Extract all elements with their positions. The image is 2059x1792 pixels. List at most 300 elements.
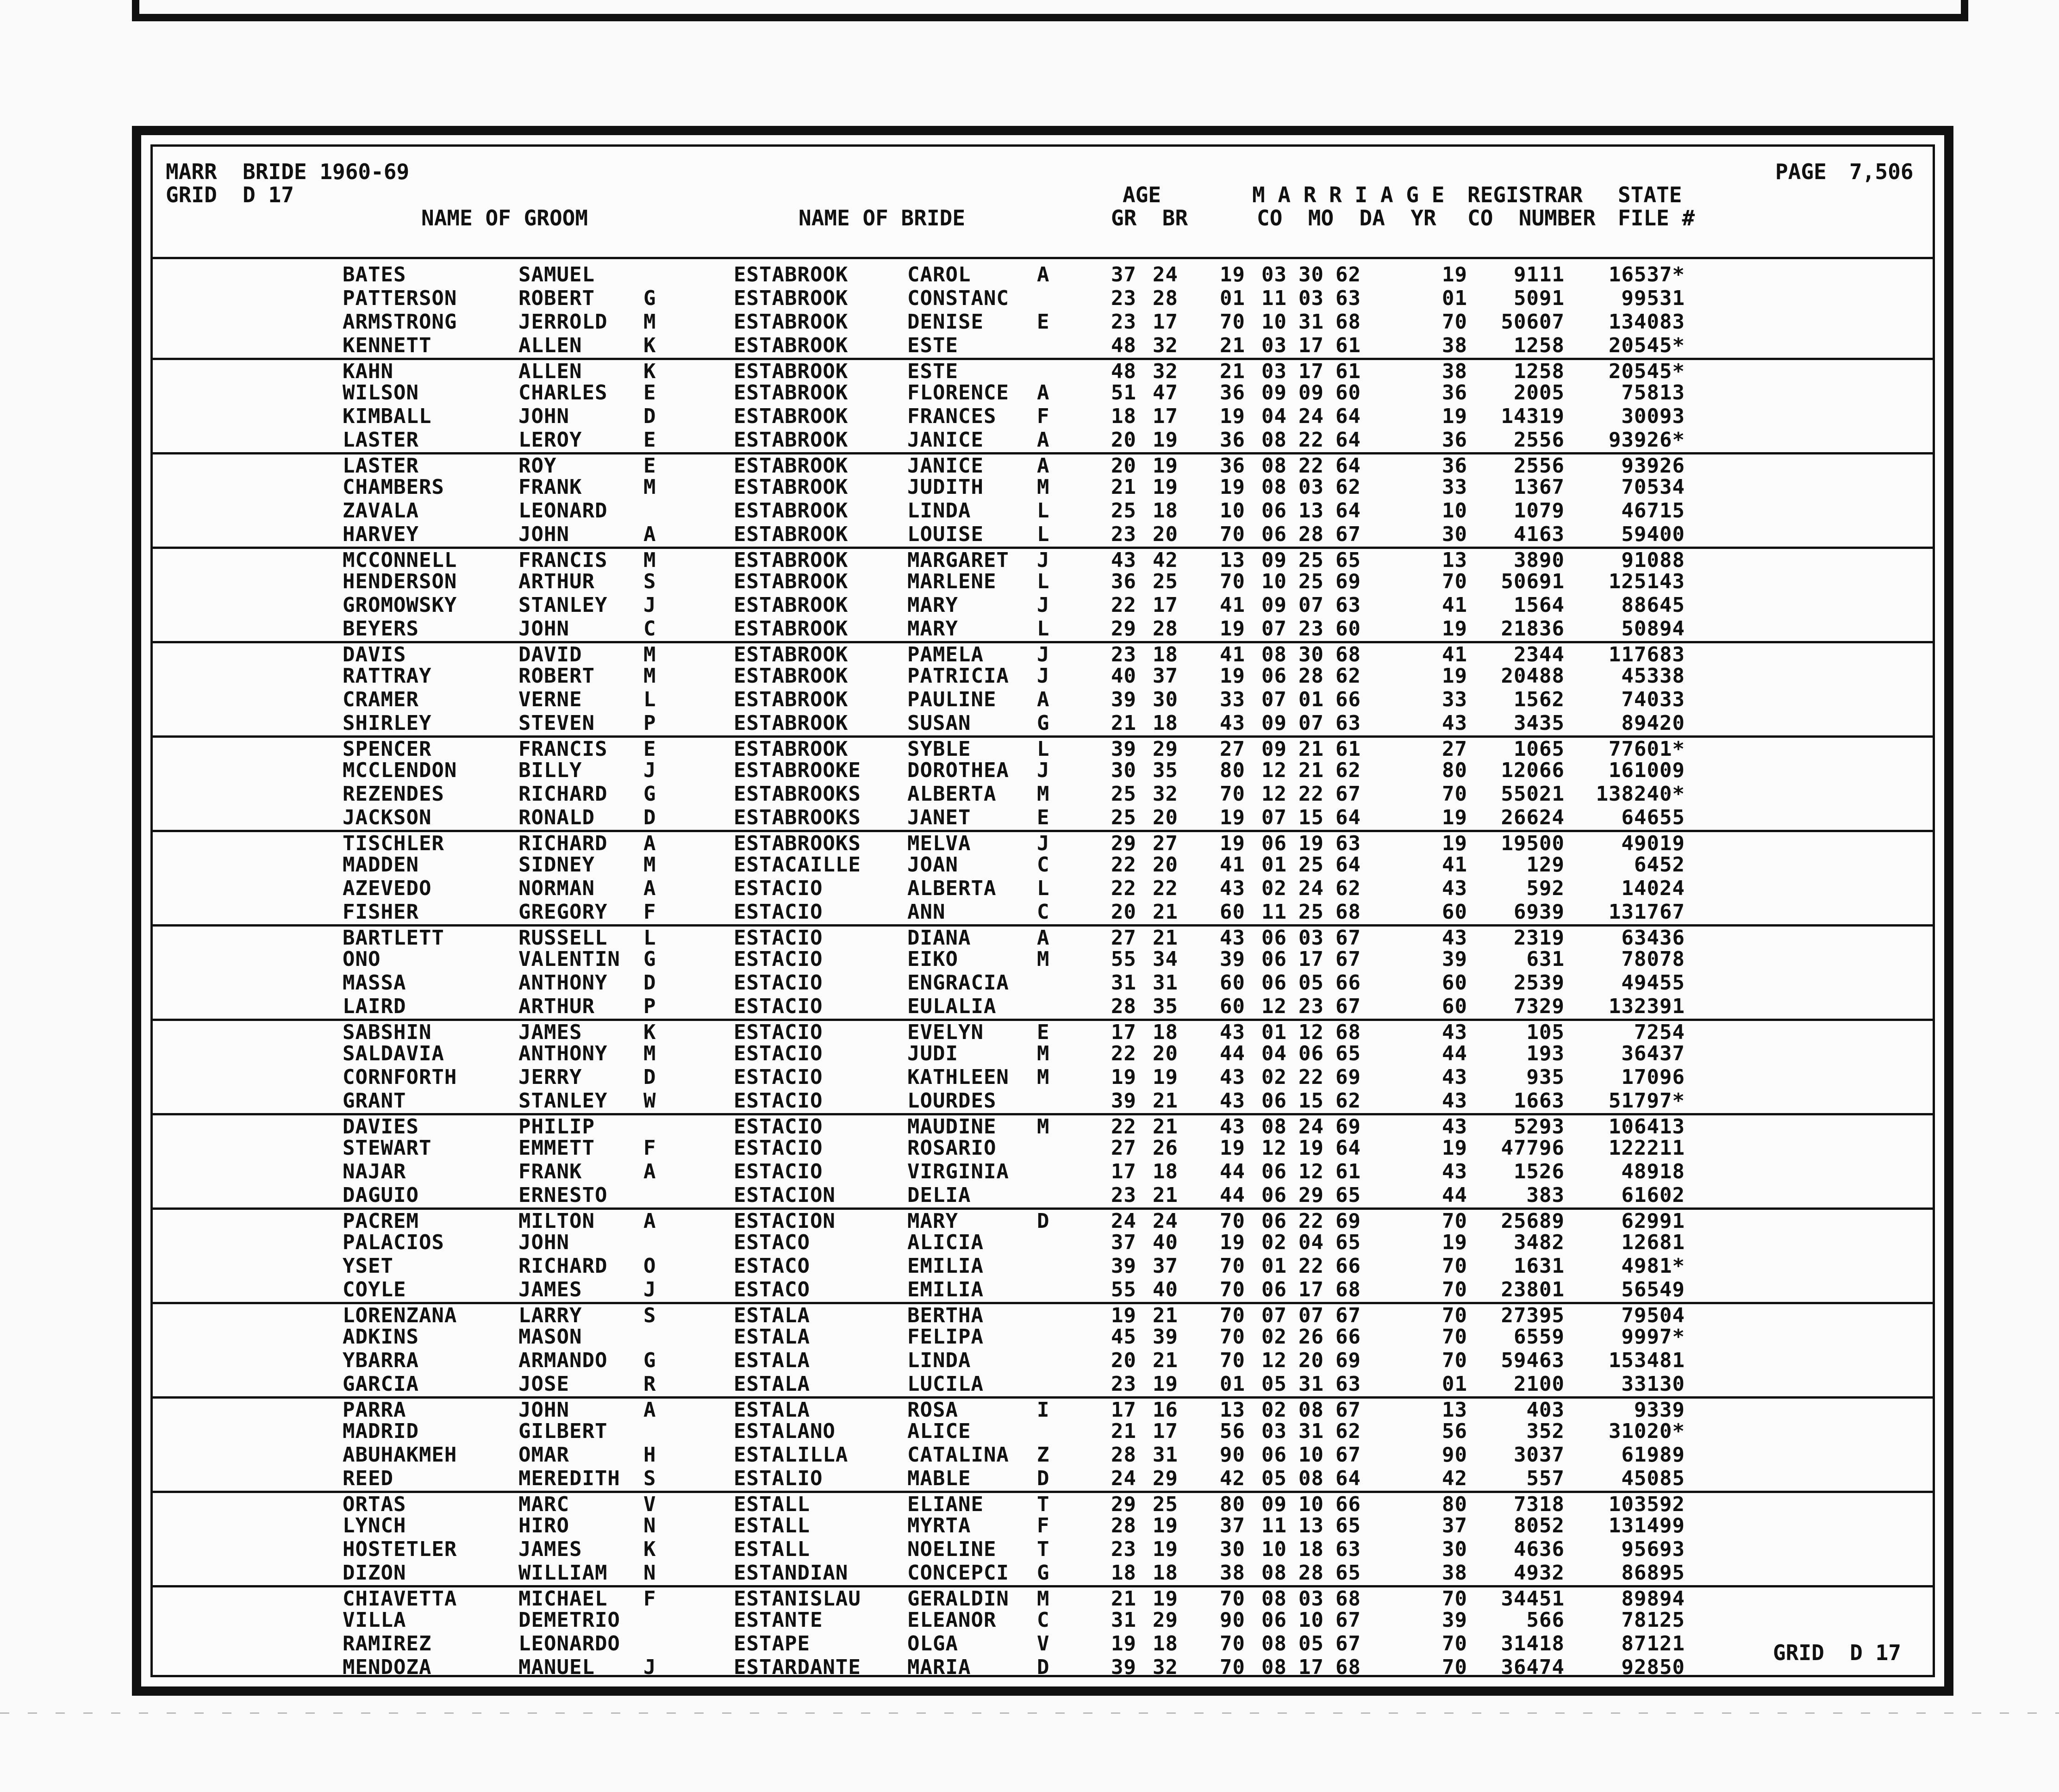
bride-age: 18 bbox=[1153, 499, 1178, 523]
groom-surname: MCCLENDON bbox=[343, 759, 457, 782]
bride-given: CONSTANC bbox=[907, 286, 1009, 310]
bride-surname: ESTALILLA bbox=[734, 1443, 849, 1467]
groom-surname: LASTER bbox=[343, 454, 419, 478]
marriage-year: 63 bbox=[1335, 593, 1361, 617]
marriage-county: 19 bbox=[1220, 832, 1245, 855]
bride-given: MARY bbox=[907, 1209, 958, 1233]
state-file-number: 45085 bbox=[1621, 1467, 1685, 1490]
groom-initial: G bbox=[643, 782, 656, 806]
marriage-year: 68 bbox=[1335, 1587, 1361, 1611]
groom-surname: SHIRLEY bbox=[343, 711, 432, 735]
registrar-number: 4932 bbox=[1514, 1561, 1565, 1585]
bride-surname: ESTALANO bbox=[734, 1419, 836, 1443]
groom-surname: PATTERSON bbox=[343, 286, 457, 310]
groom-surname: BEYERS bbox=[343, 617, 419, 641]
groom-age: 21 bbox=[1111, 711, 1136, 735]
state-subheader: FILE # bbox=[1618, 205, 1695, 230]
bride-given: JOAN bbox=[907, 853, 958, 877]
groom-surname: GROMOWSKY bbox=[343, 593, 457, 617]
marriage-county: 44 bbox=[1220, 1183, 1245, 1207]
bride-initial: F bbox=[1037, 404, 1050, 428]
marriage-subheader: CO MO DA YR bbox=[1257, 205, 1436, 230]
marriage-month: 06 bbox=[1261, 664, 1287, 688]
groom-surname: LYNCH bbox=[343, 1514, 406, 1537]
bride-age: 28 bbox=[1153, 617, 1178, 641]
table-row bbox=[153, 594, 1933, 617]
bride-surname: ESTABROOK bbox=[734, 664, 849, 688]
marriage-day: 23 bbox=[1298, 617, 1324, 641]
table-row bbox=[153, 1585, 1933, 1609]
bride-age: 17 bbox=[1153, 593, 1178, 617]
state-file-number: 87121 bbox=[1621, 1632, 1685, 1655]
registrar-number: 2556 bbox=[1514, 454, 1565, 478]
table-row bbox=[153, 523, 1933, 547]
registrar-county: 70 bbox=[1442, 570, 1467, 593]
bride-surname: ESTABROOK bbox=[734, 548, 849, 572]
marriage-year: 66 bbox=[1335, 688, 1361, 711]
marriage-county: 80 bbox=[1220, 759, 1245, 782]
marriage-county: 43 bbox=[1220, 877, 1245, 900]
marriage-month: 06 bbox=[1261, 971, 1287, 995]
registrar-county: 36 bbox=[1442, 428, 1467, 452]
registrar-number: 631 bbox=[1526, 947, 1565, 971]
groom-surname: PARRA bbox=[343, 1398, 406, 1422]
marriage-day: 07 bbox=[1298, 1304, 1324, 1327]
groom-surname: LORENZANA bbox=[343, 1304, 457, 1327]
bride-given: EMILIA bbox=[907, 1278, 984, 1301]
groom-initial: L bbox=[643, 688, 656, 711]
groom-initial: K bbox=[643, 360, 656, 383]
table-row bbox=[153, 759, 1933, 783]
state-file-number: 17096 bbox=[1621, 1065, 1685, 1089]
bride-surname: ESTABROOK bbox=[734, 711, 849, 735]
bride-given: ALICIA bbox=[907, 1231, 984, 1254]
marriage-year: 65 bbox=[1335, 1514, 1361, 1537]
table-row bbox=[153, 405, 1933, 429]
marriage-year: 67 bbox=[1335, 1608, 1361, 1632]
table-row bbox=[153, 853, 1933, 877]
bride-age: 16 bbox=[1153, 1398, 1178, 1422]
registrar-county: 33 bbox=[1442, 688, 1467, 711]
groom-surname: BARTLETT bbox=[343, 926, 444, 950]
bride-surname: ESTACIO bbox=[734, 1042, 823, 1065]
groom-age: 17 bbox=[1111, 1020, 1136, 1044]
marriage-month: 02 bbox=[1261, 1398, 1287, 1422]
groom-given: MASON bbox=[518, 1325, 582, 1349]
state-file-number: 92850 bbox=[1621, 1655, 1685, 1679]
registrar-county: 01 bbox=[1442, 1372, 1467, 1396]
marriage-year: 64 bbox=[1335, 853, 1361, 877]
bride-surname: ESTALIO bbox=[734, 1467, 823, 1490]
marriage-year: 63 bbox=[1335, 1372, 1361, 1396]
groom-given: JERROLD bbox=[518, 310, 608, 334]
registrar-number: 2005 bbox=[1514, 381, 1565, 404]
groom-surname: DAGUIO bbox=[343, 1183, 419, 1207]
bride-surname: ESTALL bbox=[734, 1493, 810, 1516]
marriage-county: 70 bbox=[1220, 523, 1245, 546]
groom-given: JOSE bbox=[518, 1372, 569, 1396]
groom-surname: HENDERSON bbox=[343, 570, 457, 593]
marriage-year: 67 bbox=[1335, 947, 1361, 971]
marriage-header: M A R R I A G E bbox=[1252, 182, 1445, 207]
groom-surname: CHAMBERS bbox=[343, 475, 444, 499]
groom-surname: KENNETT bbox=[343, 334, 432, 357]
table-row bbox=[153, 688, 1933, 712]
groom-surname: PACREM bbox=[343, 1209, 419, 1233]
state-file-number: 95693 bbox=[1621, 1537, 1685, 1561]
registrar-number: 20488 bbox=[1501, 664, 1565, 688]
table-row bbox=[153, 641, 1933, 665]
bride-surname: ESTANISLAU bbox=[734, 1587, 861, 1611]
groom-initial: M bbox=[643, 664, 656, 688]
bride-age: 32 bbox=[1153, 360, 1178, 383]
table-row bbox=[153, 1538, 1933, 1562]
bride-given: MARY bbox=[907, 617, 958, 641]
groom-surname: MCCONNELL bbox=[343, 548, 457, 572]
groom-surname: GRANT bbox=[343, 1089, 406, 1113]
bride-surname: ESTALA bbox=[734, 1372, 810, 1396]
marriage-county: 70 bbox=[1220, 570, 1245, 593]
registrar-county: 41 bbox=[1442, 643, 1467, 666]
bride-initial: D bbox=[1037, 1655, 1050, 1679]
registrar-county: 43 bbox=[1442, 877, 1467, 900]
marriage-month: 06 bbox=[1261, 1608, 1287, 1632]
marriage-year: 62 bbox=[1335, 664, 1361, 688]
marriage-year: 68 bbox=[1335, 1655, 1361, 1679]
bride-given: SYBLE bbox=[907, 737, 971, 761]
registrar-number: 1065 bbox=[1514, 737, 1565, 761]
marriage-year: 68 bbox=[1335, 643, 1361, 666]
bride-age: 32 bbox=[1153, 334, 1178, 357]
registrar-county: 38 bbox=[1442, 1561, 1467, 1585]
registrar-number: 1526 bbox=[1514, 1160, 1565, 1183]
marriage-month: 06 bbox=[1261, 499, 1287, 523]
marriage-county: 43 bbox=[1220, 1020, 1245, 1044]
registrar-county: 70 bbox=[1442, 1587, 1467, 1611]
bride-given: JANET bbox=[907, 806, 971, 829]
state-file-number: 79504 bbox=[1621, 1304, 1685, 1327]
groom-given: RICHARD bbox=[518, 832, 608, 855]
registrar-county: 44 bbox=[1442, 1183, 1467, 1207]
bride-surname: ESTACIO bbox=[734, 1089, 823, 1113]
bride-initial: M bbox=[1037, 1042, 1050, 1065]
top-border bbox=[132, 0, 1968, 21]
bride-initial: C bbox=[1037, 853, 1050, 877]
bride-given: PAMELA bbox=[907, 643, 984, 666]
registrar-county: 38 bbox=[1442, 360, 1467, 383]
registrar-county: 70 bbox=[1442, 1278, 1467, 1301]
groom-given: HIRO bbox=[518, 1514, 569, 1537]
groom-age: 25 bbox=[1111, 499, 1136, 523]
state-file-number: 131767 bbox=[1609, 900, 1685, 924]
table-row bbox=[153, 1491, 1933, 1514]
marriage-year: 68 bbox=[1335, 900, 1361, 924]
registrar-county: 13 bbox=[1442, 1398, 1467, 1422]
groom-age: 20 bbox=[1111, 428, 1136, 452]
marriage-day: 31 bbox=[1298, 1419, 1324, 1443]
groom-given: JOHN bbox=[518, 1231, 569, 1254]
state-file-number: 14024 bbox=[1621, 877, 1685, 900]
marriage-month: 08 bbox=[1261, 1632, 1287, 1655]
bride-given: MELVA bbox=[907, 832, 971, 855]
marriage-year: 63 bbox=[1335, 1537, 1361, 1561]
groom-surname: TISCHLER bbox=[343, 832, 444, 855]
bride-given: MARY bbox=[907, 593, 958, 617]
marriage-county: 19 bbox=[1220, 263, 1245, 286]
groom-age: 23 bbox=[1111, 1537, 1136, 1561]
groom-given: BILLY bbox=[518, 759, 582, 782]
bride-surname: ESTABROOK bbox=[734, 737, 849, 761]
marriage-year: 62 bbox=[1335, 1089, 1361, 1113]
header-title: MARR BRIDE 1960-69 bbox=[166, 159, 410, 184]
groom-surname: VILLA bbox=[343, 1608, 406, 1632]
table-row bbox=[153, 1396, 1933, 1420]
groom-surname: GARCIA bbox=[343, 1372, 419, 1396]
bride-surname: ESTALA bbox=[734, 1304, 810, 1327]
marriage-year: 61 bbox=[1335, 1160, 1361, 1183]
groom-age: 22 bbox=[1111, 1115, 1136, 1139]
bride-given: DELIA bbox=[907, 1183, 971, 1207]
table-row bbox=[153, 311, 1933, 334]
groom-initial: M bbox=[643, 853, 656, 877]
marriage-county: 70 bbox=[1220, 1325, 1245, 1349]
table-row bbox=[153, 381, 1933, 405]
groom-surname: SPENCER bbox=[343, 737, 432, 761]
bride-given: JANICE bbox=[907, 428, 984, 452]
registrar-number: 9111 bbox=[1514, 263, 1565, 286]
bride-initial: G bbox=[1037, 1561, 1050, 1585]
bride-surname: ESTABROOK bbox=[734, 334, 849, 357]
groom-surname: LASTER bbox=[343, 428, 419, 452]
marriage-day: 30 bbox=[1298, 643, 1324, 666]
bride-age: 18 bbox=[1153, 1160, 1178, 1183]
bride-surname: ESTABROOK bbox=[734, 360, 849, 383]
groom-surname: STEWART bbox=[343, 1136, 432, 1160]
groom-initial: S bbox=[643, 570, 656, 593]
registrar-number: 5293 bbox=[1514, 1115, 1565, 1139]
age-header: AGE bbox=[1123, 182, 1161, 207]
groom-surname: DAVIES bbox=[343, 1115, 419, 1139]
registrar-number: 1663 bbox=[1514, 1089, 1565, 1113]
marriage-day: 08 bbox=[1298, 1398, 1324, 1422]
groom-given: VERNE bbox=[518, 688, 582, 711]
marriage-year: 63 bbox=[1335, 286, 1361, 310]
bride-age: 21 bbox=[1153, 900, 1178, 924]
registrar-number: 7329 bbox=[1514, 995, 1565, 1018]
registrar-number: 34451 bbox=[1501, 1587, 1565, 1611]
marriage-year: 64 bbox=[1335, 404, 1361, 428]
marriage-county: 41 bbox=[1220, 643, 1245, 666]
table-row bbox=[153, 1231, 1933, 1255]
groom-given: LEONARD bbox=[518, 499, 608, 523]
state-file-number: 125143 bbox=[1609, 570, 1685, 593]
bride-surname: ESTALA bbox=[734, 1349, 810, 1372]
bride-given: EIKO bbox=[907, 947, 958, 971]
marriage-day: 07 bbox=[1298, 593, 1324, 617]
marriage-month: 02 bbox=[1261, 1231, 1287, 1254]
groom-initial: J bbox=[643, 1655, 656, 1679]
groom-initial: P bbox=[643, 995, 656, 1018]
groom-age: 39 bbox=[1111, 1655, 1136, 1679]
registrar-number: 59463 bbox=[1501, 1349, 1565, 1372]
table-row bbox=[153, 971, 1933, 995]
groom-given: ROBERT bbox=[518, 664, 595, 688]
marriage-day: 12 bbox=[1298, 1020, 1324, 1044]
bride-age: 17 bbox=[1153, 404, 1178, 428]
state-file-number: 78078 bbox=[1621, 947, 1685, 971]
registrar-header: REGISTRAR bbox=[1467, 182, 1583, 207]
bride-age: 21 bbox=[1153, 926, 1178, 950]
table-row bbox=[153, 1514, 1933, 1538]
groom-age: 40 bbox=[1111, 664, 1136, 688]
table-row bbox=[153, 1632, 1933, 1656]
state-file-number: 93926 bbox=[1621, 454, 1685, 478]
groom-given: JERRY bbox=[518, 1065, 582, 1089]
marriage-month: 11 bbox=[1261, 286, 1287, 310]
groom-given: ERNESTO bbox=[518, 1183, 608, 1207]
bride-given: ESTE bbox=[907, 334, 958, 357]
marriage-day: 12 bbox=[1298, 1160, 1324, 1183]
state-file-number: 59400 bbox=[1621, 523, 1685, 546]
registrar-number: 50691 bbox=[1501, 570, 1565, 593]
marriage-year: 65 bbox=[1335, 1042, 1361, 1065]
registrar-county: 70 bbox=[1442, 1632, 1467, 1655]
marriage-month: 12 bbox=[1261, 1136, 1287, 1160]
bride-age: 21 bbox=[1153, 1089, 1178, 1113]
groom-given: CHARLES bbox=[518, 381, 608, 404]
bride-initial: L bbox=[1037, 570, 1050, 593]
bride-age: 32 bbox=[1153, 1655, 1178, 1679]
table-row bbox=[153, 1656, 1933, 1680]
groom-given: EMMETT bbox=[518, 1136, 595, 1160]
groom-age: 39 bbox=[1111, 1254, 1136, 1278]
table-row bbox=[153, 735, 1933, 759]
marriage-county: 70 bbox=[1220, 1278, 1245, 1301]
registrar-number: 2539 bbox=[1514, 971, 1565, 995]
groom-age: 22 bbox=[1111, 853, 1136, 877]
marriage-month: 01 bbox=[1261, 853, 1287, 877]
groom-surname: KIMBALL bbox=[343, 404, 432, 428]
bride-age: 20 bbox=[1153, 806, 1178, 829]
registrar-number: 5091 bbox=[1514, 286, 1565, 310]
groom-age: 28 bbox=[1111, 1514, 1136, 1537]
bride-initial: L bbox=[1037, 877, 1050, 900]
state-file-number: 7254 bbox=[1634, 1020, 1685, 1044]
bride-age: 18 bbox=[1153, 1561, 1178, 1585]
registrar-county: 42 bbox=[1442, 1467, 1467, 1490]
groom-given: MARC bbox=[518, 1493, 569, 1516]
marriage-month: 02 bbox=[1261, 877, 1287, 900]
groom-given: LEROY bbox=[518, 428, 582, 452]
groom-given: FRANCIS bbox=[518, 737, 608, 761]
marriage-month: 11 bbox=[1261, 900, 1287, 924]
registrar-number: 50607 bbox=[1501, 310, 1565, 334]
bride-age: 19 bbox=[1153, 1065, 1178, 1089]
state-file-number: 106413 bbox=[1609, 1115, 1685, 1139]
groom-initial: V bbox=[643, 1493, 656, 1516]
bride-surname: ESTACIO bbox=[734, 1136, 823, 1160]
table-row bbox=[153, 1207, 1933, 1231]
groom-given: JAMES bbox=[518, 1537, 582, 1561]
groom-initial: A bbox=[643, 1398, 656, 1422]
bride-surname: ESTANTE bbox=[734, 1608, 823, 1632]
marriage-day: 22 bbox=[1298, 782, 1324, 806]
marriage-month: 10 bbox=[1261, 570, 1287, 593]
bride-age: 20 bbox=[1153, 853, 1178, 877]
groom-initial: C bbox=[643, 617, 656, 641]
state-file-number: 61602 bbox=[1621, 1183, 1685, 1207]
bride-initial: T bbox=[1037, 1493, 1050, 1516]
bride-initial: Z bbox=[1037, 1443, 1050, 1467]
registrar-county: 90 bbox=[1442, 1443, 1467, 1467]
marriage-county: 38 bbox=[1220, 1561, 1245, 1585]
groom-age: 31 bbox=[1111, 1608, 1136, 1632]
marriage-day: 13 bbox=[1298, 1514, 1324, 1537]
groom-initial: F bbox=[643, 1587, 656, 1611]
state-file-number: 46715 bbox=[1621, 499, 1685, 523]
registrar-number: 23801 bbox=[1501, 1278, 1565, 1301]
marriage-day: 25 bbox=[1298, 548, 1324, 572]
groom-age: 31 bbox=[1111, 971, 1136, 995]
bride-surname: ESTABROOK bbox=[734, 570, 849, 593]
groom-initial: K bbox=[643, 1020, 656, 1044]
groom-initial: P bbox=[643, 711, 656, 735]
groom-age: 55 bbox=[1111, 947, 1136, 971]
header-rule bbox=[153, 257, 1933, 259]
marriage-county: 19 bbox=[1220, 806, 1245, 829]
registrar-county: 39 bbox=[1442, 947, 1467, 971]
groom-given: ARTHUR bbox=[518, 570, 595, 593]
bride-initial: J bbox=[1037, 664, 1050, 688]
bride-surname: ESTABROOK bbox=[734, 428, 849, 452]
marriage-year: 67 bbox=[1335, 782, 1361, 806]
bride-surname: ESTACO bbox=[734, 1278, 810, 1301]
groom-surname: ADKINS bbox=[343, 1325, 419, 1349]
page-number: 7,506 bbox=[1849, 159, 1914, 184]
table-row bbox=[153, 476, 1933, 499]
marriage-year: 69 bbox=[1335, 1115, 1361, 1139]
bride-initial: G bbox=[1037, 711, 1050, 735]
marriage-month: 06 bbox=[1261, 1160, 1287, 1183]
groom-surname: PALACIOS bbox=[343, 1231, 444, 1254]
marriage-month: 02 bbox=[1261, 1065, 1287, 1089]
bride-given: ALBERTA bbox=[907, 877, 997, 900]
marriage-county: 13 bbox=[1220, 1398, 1245, 1422]
marriage-month: 09 bbox=[1261, 548, 1287, 572]
state-file-number: 138240* bbox=[1596, 782, 1685, 806]
marriage-month: 03 bbox=[1261, 334, 1287, 357]
bride-given: JANICE bbox=[907, 454, 984, 478]
groom-age: 20 bbox=[1111, 454, 1136, 478]
bride-age: 39 bbox=[1153, 1325, 1178, 1349]
table-row bbox=[153, 948, 1933, 971]
groom-initial: E bbox=[643, 454, 656, 478]
groom-given: STEVEN bbox=[518, 711, 595, 735]
marriage-day: 01 bbox=[1298, 688, 1324, 711]
bride-given: MAUDINE bbox=[907, 1115, 997, 1139]
groom-age: 28 bbox=[1111, 995, 1136, 1018]
bride-age: 18 bbox=[1153, 1020, 1178, 1044]
registrar-number: 1562 bbox=[1514, 688, 1565, 711]
bride-surname: ESTACION bbox=[734, 1183, 836, 1207]
groom-age: 17 bbox=[1111, 1398, 1136, 1422]
marriage-day: 19 bbox=[1298, 832, 1324, 855]
bride-given: PAULINE bbox=[907, 688, 997, 711]
state-file-number: 56549 bbox=[1621, 1278, 1685, 1301]
groom-initial: O bbox=[643, 1254, 656, 1278]
state-file-number: 33130 bbox=[1621, 1372, 1685, 1396]
marriage-county: 19 bbox=[1220, 1231, 1245, 1254]
